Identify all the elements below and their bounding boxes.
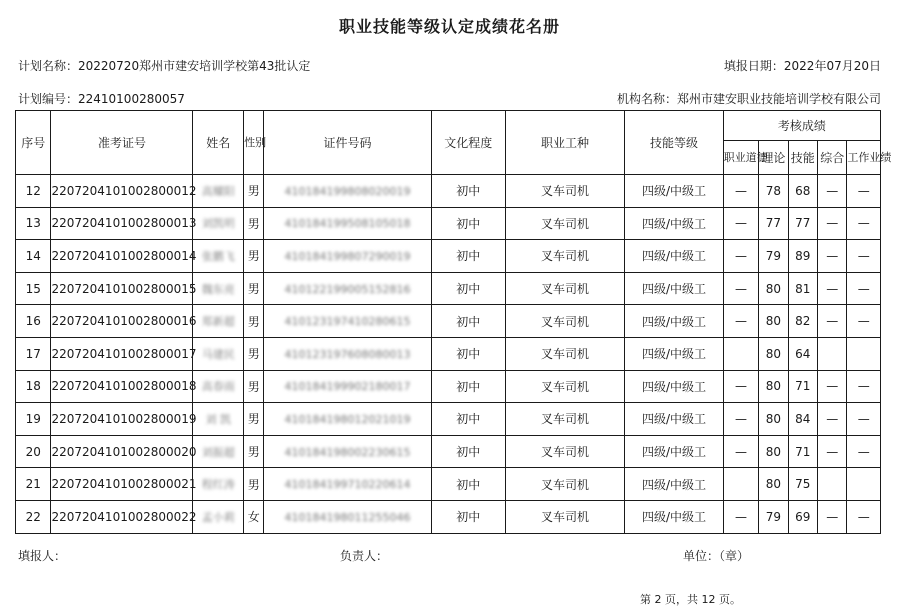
cell-exam-number: 2207204101002800015	[51, 272, 193, 305]
cell-seq: 15	[16, 272, 51, 305]
organization-name: 机构名称：郑州市建安职业技能培训学校有限公司	[616, 92, 881, 106]
cell-work-performance: —	[847, 500, 881, 533]
cell-theory: 80	[759, 403, 788, 436]
cell-exam-number: 2207204101002800020	[51, 435, 193, 468]
cell-comprehensive: —	[818, 240, 847, 273]
cell-name-redacted: 高春雨	[201, 380, 235, 394]
cell-seq: 22	[16, 500, 51, 533]
header-id-number: 证件号码	[264, 111, 431, 175]
cell-level: 四级/中级工	[625, 468, 723, 501]
cell-skill: 81	[788, 272, 817, 305]
report-date: 填报日期：2022年07月20日	[723, 59, 881, 73]
cell-level: 四级/中级工	[625, 207, 723, 240]
plan-name: 计划名称：20220720郑州市建安培训学校第43批认定	[18, 59, 311, 73]
cell-seq: 18	[16, 370, 51, 403]
cell-education: 初中	[431, 468, 505, 501]
header-occupation: 职业工种	[505, 111, 625, 175]
cell-work-performance: —	[847, 370, 881, 403]
cell-id-redacted: 410184198011255046	[284, 510, 411, 524]
cell-education: 初中	[431, 175, 505, 208]
header-name: 姓名	[193, 111, 244, 175]
table-row	[16, 272, 881, 305]
table-row	[16, 175, 881, 208]
cell-exam-number: 2207204101002800012	[51, 175, 193, 208]
cell-ethics: —	[723, 240, 758, 273]
cell-work-performance: —	[847, 175, 881, 208]
filler-signature-label: 填报人：	[18, 549, 67, 563]
cell-education: 初中	[431, 207, 505, 240]
cell-seq: 13	[16, 207, 51, 240]
cell-skill: 89	[788, 240, 817, 273]
table-row	[16, 305, 881, 338]
cell-exam-number: 2207204101002800014	[51, 240, 193, 273]
cell-level: 四级/中级工	[625, 337, 723, 370]
cell-work-performance: —	[847, 240, 881, 273]
cell-work-performance: —	[847, 207, 881, 240]
cell-id-redacted: 410184199508105018	[284, 217, 411, 231]
cell-skill: 71	[788, 435, 817, 468]
cell-seq: 12	[16, 175, 51, 208]
cell-work-performance: —	[847, 272, 881, 305]
cell-theory: 80	[759, 337, 788, 370]
cell-exam-number: 2207204101002800016	[51, 305, 193, 338]
cell-occupation: 叉车司机	[505, 175, 625, 208]
table-row	[16, 435, 881, 468]
cell-theory: 80	[759, 435, 788, 468]
header-ethics: 职业道德	[723, 141, 758, 175]
table-row	[16, 403, 881, 436]
cell-occupation: 叉车司机	[505, 468, 625, 501]
cell-skill: 82	[788, 305, 817, 338]
cell-occupation: 叉车司机	[505, 435, 625, 468]
cell-gender: 男	[244, 403, 264, 436]
cell-education: 初中	[431, 305, 505, 338]
cell-gender: 男	[244, 175, 264, 208]
cell-name-redacted: 程红涛	[201, 478, 235, 492]
header-theory: 理论	[759, 141, 788, 175]
cell-level: 四级/中级工	[625, 370, 723, 403]
cell-work-performance	[847, 468, 881, 501]
cell-occupation: 叉车司机	[505, 305, 625, 338]
cell-level: 四级/中级工	[625, 435, 723, 468]
table-row	[16, 500, 881, 533]
cell-ethics: —	[723, 500, 758, 533]
cell-gender: 男	[244, 240, 264, 273]
cell-comprehensive: —	[818, 272, 847, 305]
cell-name-redacted: 魏东亮	[201, 282, 235, 296]
cell-exam-number: 2207204101002800017	[51, 337, 193, 370]
cell-name-redacted: 马建民	[201, 347, 235, 361]
cell-exam-number: 2207204101002800021	[51, 468, 193, 501]
cell-exam-number: 2207204101002800022	[51, 500, 193, 533]
cell-gender: 男	[244, 305, 264, 338]
header-work-performance: 工作业绩	[847, 141, 881, 175]
cell-education: 初中	[431, 240, 505, 273]
cell-ethics: —	[723, 435, 758, 468]
plan-number: 计划编号：22410100280057	[18, 92, 185, 106]
cell-id-redacted: 410184199808020019	[284, 184, 411, 198]
cell-education: 初中	[431, 500, 505, 533]
cell-ethics	[723, 468, 758, 501]
cell-id-redacted: 410184199902180017	[284, 380, 411, 394]
cell-exam-number: 2207204101002800013	[51, 207, 193, 240]
cell-theory: 79	[759, 240, 788, 273]
cell-gender: 男	[244, 207, 264, 240]
cell-skill: 84	[788, 403, 817, 436]
table-row	[16, 207, 881, 240]
cell-work-performance	[847, 337, 881, 370]
cell-level: 四级/中级工	[625, 240, 723, 273]
cell-seq: 21	[16, 468, 51, 501]
table-row	[16, 337, 881, 370]
cell-skill: 75	[788, 468, 817, 501]
cell-name-redacted: 孟小莉	[201, 510, 235, 524]
cell-theory: 80	[759, 468, 788, 501]
cell-gender: 男	[244, 435, 264, 468]
cell-id-redacted: 410184198012021019	[284, 412, 411, 426]
cell-name-redacted: 刘振超	[201, 445, 235, 459]
cell-level: 四级/中级工	[625, 500, 723, 533]
cell-occupation: 叉车司机	[505, 337, 625, 370]
table-row	[16, 468, 881, 501]
cell-occupation: 叉车司机	[505, 240, 625, 273]
cell-comprehensive: —	[818, 500, 847, 533]
cell-ethics: —	[723, 403, 758, 436]
cell-skill: 69	[788, 500, 817, 533]
cell-ethics: —	[723, 207, 758, 240]
cell-id-redacted: 410184199807290019	[284, 249, 411, 263]
cell-name-redacted: 高耀阳	[201, 184, 235, 198]
cell-comprehensive: —	[818, 175, 847, 208]
cell-level: 四级/中级工	[625, 305, 723, 338]
cell-occupation: 叉车司机	[505, 272, 625, 305]
cell-comprehensive	[818, 337, 847, 370]
cell-occupation: 叉车司机	[505, 403, 625, 436]
cell-comprehensive	[818, 468, 847, 501]
cell-occupation: 叉车司机	[505, 207, 625, 240]
cell-skill: 77	[788, 207, 817, 240]
cell-level: 四级/中级工	[625, 175, 723, 208]
cell-occupation: 叉车司机	[505, 500, 625, 533]
table-row	[16, 240, 881, 273]
cell-gender: 女	[244, 500, 264, 533]
cell-comprehensive: —	[818, 207, 847, 240]
unit-stamp-label: 单位：（章）	[683, 549, 750, 563]
cell-education: 初中	[431, 337, 505, 370]
cell-skill: 64	[788, 337, 817, 370]
cell-name-redacted: 郑新超	[201, 315, 235, 329]
cell-ethics: —	[723, 305, 758, 338]
cell-id-redacted: 410123197608080013	[284, 347, 411, 361]
cell-seq: 14	[16, 240, 51, 273]
cell-id-redacted: 410122199005152816	[284, 282, 411, 296]
cell-theory: 78	[759, 175, 788, 208]
cell-theory: 77	[759, 207, 788, 240]
cell-id-redacted: 410184198002230615	[284, 445, 411, 459]
cell-ethics	[723, 337, 758, 370]
header-scores: 考核成绩	[723, 111, 880, 141]
cell-seq: 17	[16, 337, 51, 370]
cell-ethics: —	[723, 272, 758, 305]
cell-exam-number: 2207204101002800019	[51, 403, 193, 436]
cell-seq: 16	[16, 305, 51, 338]
cell-occupation: 叉车司机	[505, 370, 625, 403]
cell-skill: 71	[788, 370, 817, 403]
cell-name-redacted: 刘凯明	[201, 217, 235, 231]
cell-education: 初中	[431, 403, 505, 436]
document-title: 职业技能等级认定成绩花名册	[338, 17, 560, 36]
cell-theory: 80	[759, 370, 788, 403]
header-skill: 技能	[788, 141, 817, 175]
score-roster-table	[15, 110, 892, 534]
header-gender: 性别	[244, 111, 264, 175]
cell-comprehensive: —	[818, 370, 847, 403]
cell-ethics: —	[723, 175, 758, 208]
cell-comprehensive: —	[818, 435, 847, 468]
cell-comprehensive: —	[818, 305, 847, 338]
cell-work-performance: —	[847, 305, 881, 338]
cell-theory: 80	[759, 272, 788, 305]
cell-level: 四级/中级工	[625, 272, 723, 305]
cell-theory: 80	[759, 305, 788, 338]
header-seq: 序号	[16, 111, 51, 175]
cell-ethics: —	[723, 370, 758, 403]
cell-name-redacted: 刘 凯	[205, 412, 232, 426]
cell-level: 四级/中级工	[625, 403, 723, 436]
table-row	[16, 370, 881, 403]
page-number: 第 2 页，共 12 页。	[640, 593, 741, 606]
cell-theory: 79	[759, 500, 788, 533]
responsible-signature-label: 负责人：	[340, 549, 389, 563]
cell-name-redacted: 张鹏飞	[201, 249, 235, 263]
cell-gender: 男	[244, 370, 264, 403]
cell-skill: 68	[788, 175, 817, 208]
cell-comprehensive: —	[818, 403, 847, 436]
cell-exam-number: 2207204101002800018	[51, 370, 193, 403]
cell-education: 初中	[431, 435, 505, 468]
cell-seq: 19	[16, 403, 51, 436]
cell-education: 初中	[431, 370, 505, 403]
cell-gender: 男	[244, 272, 264, 305]
cell-education: 初中	[431, 272, 505, 305]
header-comprehensive: 综合	[818, 141, 847, 175]
cell-id-redacted: 410184199710220614	[284, 478, 411, 492]
cell-work-performance: —	[847, 403, 881, 436]
cell-gender: 男	[244, 468, 264, 501]
header-exam-number: 准考证号	[51, 111, 193, 175]
cell-gender: 男	[244, 337, 264, 370]
cell-work-performance: —	[847, 435, 881, 468]
cell-id-redacted: 410123197410280615	[284, 315, 411, 329]
header-skill-level: 技能等级	[625, 111, 723, 175]
cell-seq: 20	[16, 435, 51, 468]
header-education: 文化程度	[431, 111, 505, 175]
